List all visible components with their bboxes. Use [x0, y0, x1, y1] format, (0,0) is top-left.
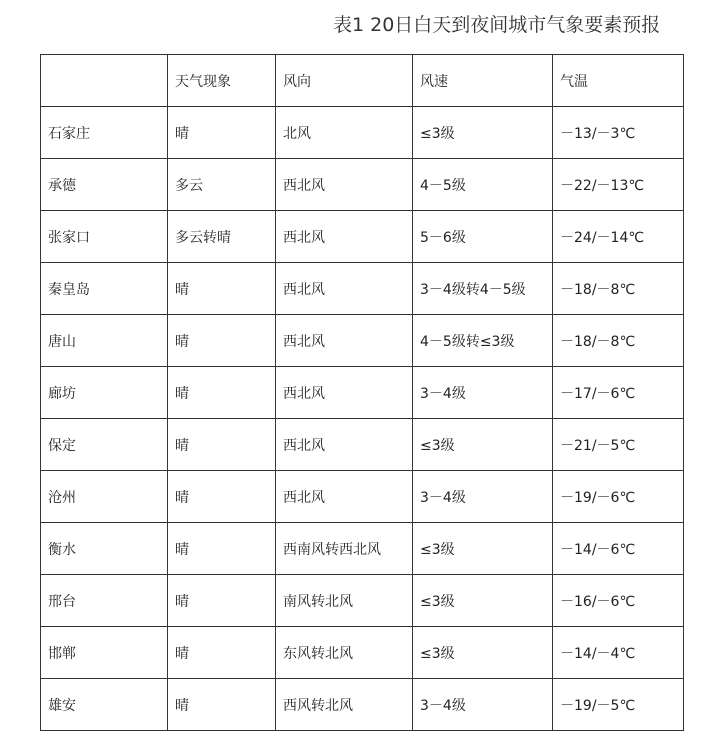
table-body [41, 107, 684, 731]
wind-speed-cell: 5－6级 [413, 211, 553, 263]
city-cell: 唐山 [41, 315, 168, 367]
table-row [41, 419, 684, 471]
city-cell: 衡水 [41, 523, 168, 575]
wind-direction-cell: 西北风 [276, 159, 413, 211]
header-cell-weather: 天气现象 [168, 55, 276, 107]
wind-direction-cell: 西北风 [276, 471, 413, 523]
table-row [41, 471, 684, 523]
city-cell: 沧州 [41, 471, 168, 523]
temperature-cell: －18/－8℃ [553, 315, 684, 367]
wind-direction-cell: 南风转北风 [276, 575, 413, 627]
wind-speed-cell: 3－4级 [413, 679, 553, 731]
temperature-cell: －19/－6℃ [553, 471, 684, 523]
table-caption: 表1 20日白天到夜间城市气象要素预报 [333, 14, 661, 36]
weather-cell: 晴 [168, 627, 276, 679]
table-row [41, 211, 684, 263]
table-row [41, 627, 684, 679]
header-cell-city [41, 55, 168, 107]
city-cell: 廊坊 [41, 367, 168, 419]
weather-cell: 晴 [168, 575, 276, 627]
weather-cell: 晴 [168, 263, 276, 315]
temperature-cell: －22/－13℃ [553, 159, 684, 211]
wind-speed-cell: ≤3级 [413, 419, 553, 471]
temperature-cell: －24/－14℃ [553, 211, 684, 263]
weather-cell: 晴 [168, 107, 276, 159]
city-cell: 承德 [41, 159, 168, 211]
city-cell: 秦皇岛 [41, 263, 168, 315]
weather-cell: 晴 [168, 419, 276, 471]
wind-direction-cell: 东风转北风 [276, 627, 413, 679]
weather-cell: 晴 [168, 523, 276, 575]
table-row [41, 367, 684, 419]
city-cell: 石家庄 [41, 107, 168, 159]
table-row [41, 159, 684, 211]
table-row [41, 679, 684, 731]
weather-cell: 多云 [168, 159, 276, 211]
city-cell: 邯郸 [41, 627, 168, 679]
wind-direction-cell: 西北风 [276, 367, 413, 419]
wind-direction-cell: 西北风 [276, 263, 413, 315]
temperature-cell: －14/－6℃ [553, 523, 684, 575]
wind-direction-cell: 西风转北风 [276, 679, 413, 731]
wind-speed-cell: 3－4级 [413, 471, 553, 523]
temperature-cell: －14/－4℃ [553, 627, 684, 679]
table-row [41, 523, 684, 575]
wind-speed-cell: ≤3级 [413, 575, 553, 627]
wind-direction-cell: 西南风转西北风 [276, 523, 413, 575]
header-row [41, 55, 684, 107]
wind-speed-cell: 4－5级 [413, 159, 553, 211]
city-cell: 张家口 [41, 211, 168, 263]
temperature-cell: －13/－3℃ [553, 107, 684, 159]
table-row [41, 263, 684, 315]
wind-speed-cell: 3－4级 [413, 367, 553, 419]
wind-direction-cell: 西北风 [276, 211, 413, 263]
wind-speed-cell: ≤3级 [413, 107, 553, 159]
wind-speed-cell: 4－5级转≤3级 [413, 315, 553, 367]
temperature-cell: －19/－5℃ [553, 679, 684, 731]
wind-direction-cell: 西北风 [276, 315, 413, 367]
table-row [41, 315, 684, 367]
wind-speed-cell: 3－4级转4－5级 [413, 263, 553, 315]
temperature-cell: －18/－8℃ [553, 263, 684, 315]
wind-speed-cell: ≤3级 [413, 523, 553, 575]
weather-cell: 晴 [168, 471, 276, 523]
header-cell-wind-speed: 风速 [413, 55, 553, 107]
wind-direction-cell: 北风 [276, 107, 413, 159]
table-row [41, 575, 684, 627]
table-row [41, 107, 684, 159]
city-cell: 邢台 [41, 575, 168, 627]
header-cell-temperature: 气温 [553, 55, 684, 107]
header-cell-wind-direction: 风向 [276, 55, 413, 107]
city-cell: 雄安 [41, 679, 168, 731]
wind-speed-cell: ≤3级 [413, 627, 553, 679]
weather-cell: 多云转晴 [168, 211, 276, 263]
weather-cell: 晴 [168, 679, 276, 731]
weather-cell: 晴 [168, 315, 276, 367]
weather-cell: 晴 [168, 367, 276, 419]
temperature-cell: －17/－6℃ [553, 367, 684, 419]
wind-direction-cell: 西北风 [276, 419, 413, 471]
temperature-cell: －21/－5℃ [553, 419, 684, 471]
temperature-cell: －16/－6℃ [553, 575, 684, 627]
city-cell: 保定 [41, 419, 168, 471]
forecast-table [40, 54, 684, 731]
